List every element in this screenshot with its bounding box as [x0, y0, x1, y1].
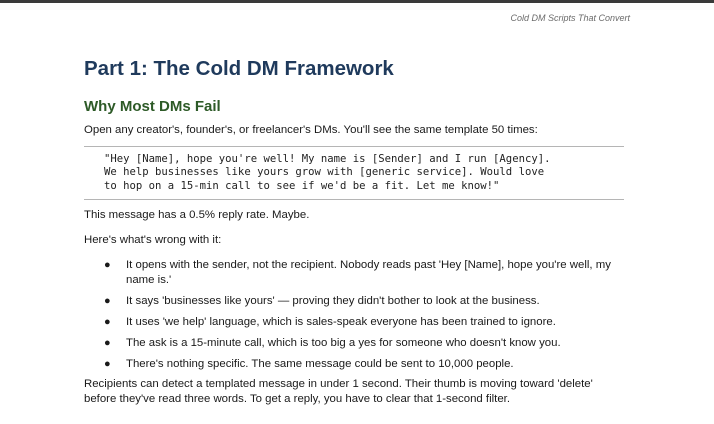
bullet-icon: ●	[104, 316, 111, 329]
reply-rate-paragraph: This message has a 0.5% reply rate. Maybe.	[84, 209, 310, 222]
whats-wrong-paragraph: Here's what's wrong with it:	[84, 234, 222, 247]
closing-paragraph: Recipients can detect a templated message in under 1 second. Their thumb is moving toward 'delete' before they've read three words. To get a reply, you have to clear that 1-second filter.	[84, 378, 593, 406]
list-item	[84, 258, 624, 288]
list-item-text: There's nothing specific. The same message could be sent to 10,000 people.	[126, 358, 514, 371]
top-border	[0, 0, 714, 3]
list-item	[84, 294, 624, 309]
document-body	[84, 56, 624, 407]
problems-list	[84, 258, 624, 372]
quote-line: We help businesses like yours grow with [generic service]. Would love	[104, 166, 545, 179]
list-item-text: It opens with the sender, not the recipient. Nobody reads past 'Hey [Name], hope you're well, my name is.'	[126, 259, 611, 287]
list-item	[84, 336, 624, 351]
page-title: Part 1: The Cold DM Framework	[84, 57, 394, 80]
bullet-icon: ●	[104, 358, 111, 371]
list-item-text: The ask is a 15-minute call, which is too big a yes for someone who doesn't know you.	[126, 337, 561, 350]
section-heading: Why Most DMs Fail	[84, 98, 221, 115]
quote-line: to hop on a 15-min call to see if we'd be a fit. Let me know!"	[104, 179, 500, 192]
list-item-text: It says 'businesses like yours' — proving they didn't bother to look at the business.	[126, 295, 540, 308]
bullet-icon: ●	[104, 295, 111, 308]
list-item	[84, 357, 624, 372]
quote-line: "Hey [Name], hope you're well! My name is [Sender] and I run [Agency].	[104, 153, 551, 165]
bullet-icon: ●	[104, 259, 111, 272]
template-quote-block	[84, 146, 624, 200]
running-header: Cold DM Scripts That Convert	[510, 13, 630, 23]
list-item-text: It uses 'we help' language, which is sales-speak everyone has been trained to ignore.	[126, 316, 556, 329]
intro-paragraph: Open any creator's, founder's, or freelancer's DMs. You'll see the same template 50 times:	[84, 124, 538, 136]
bullet-icon: ●	[104, 337, 111, 350]
list-item	[84, 315, 624, 330]
